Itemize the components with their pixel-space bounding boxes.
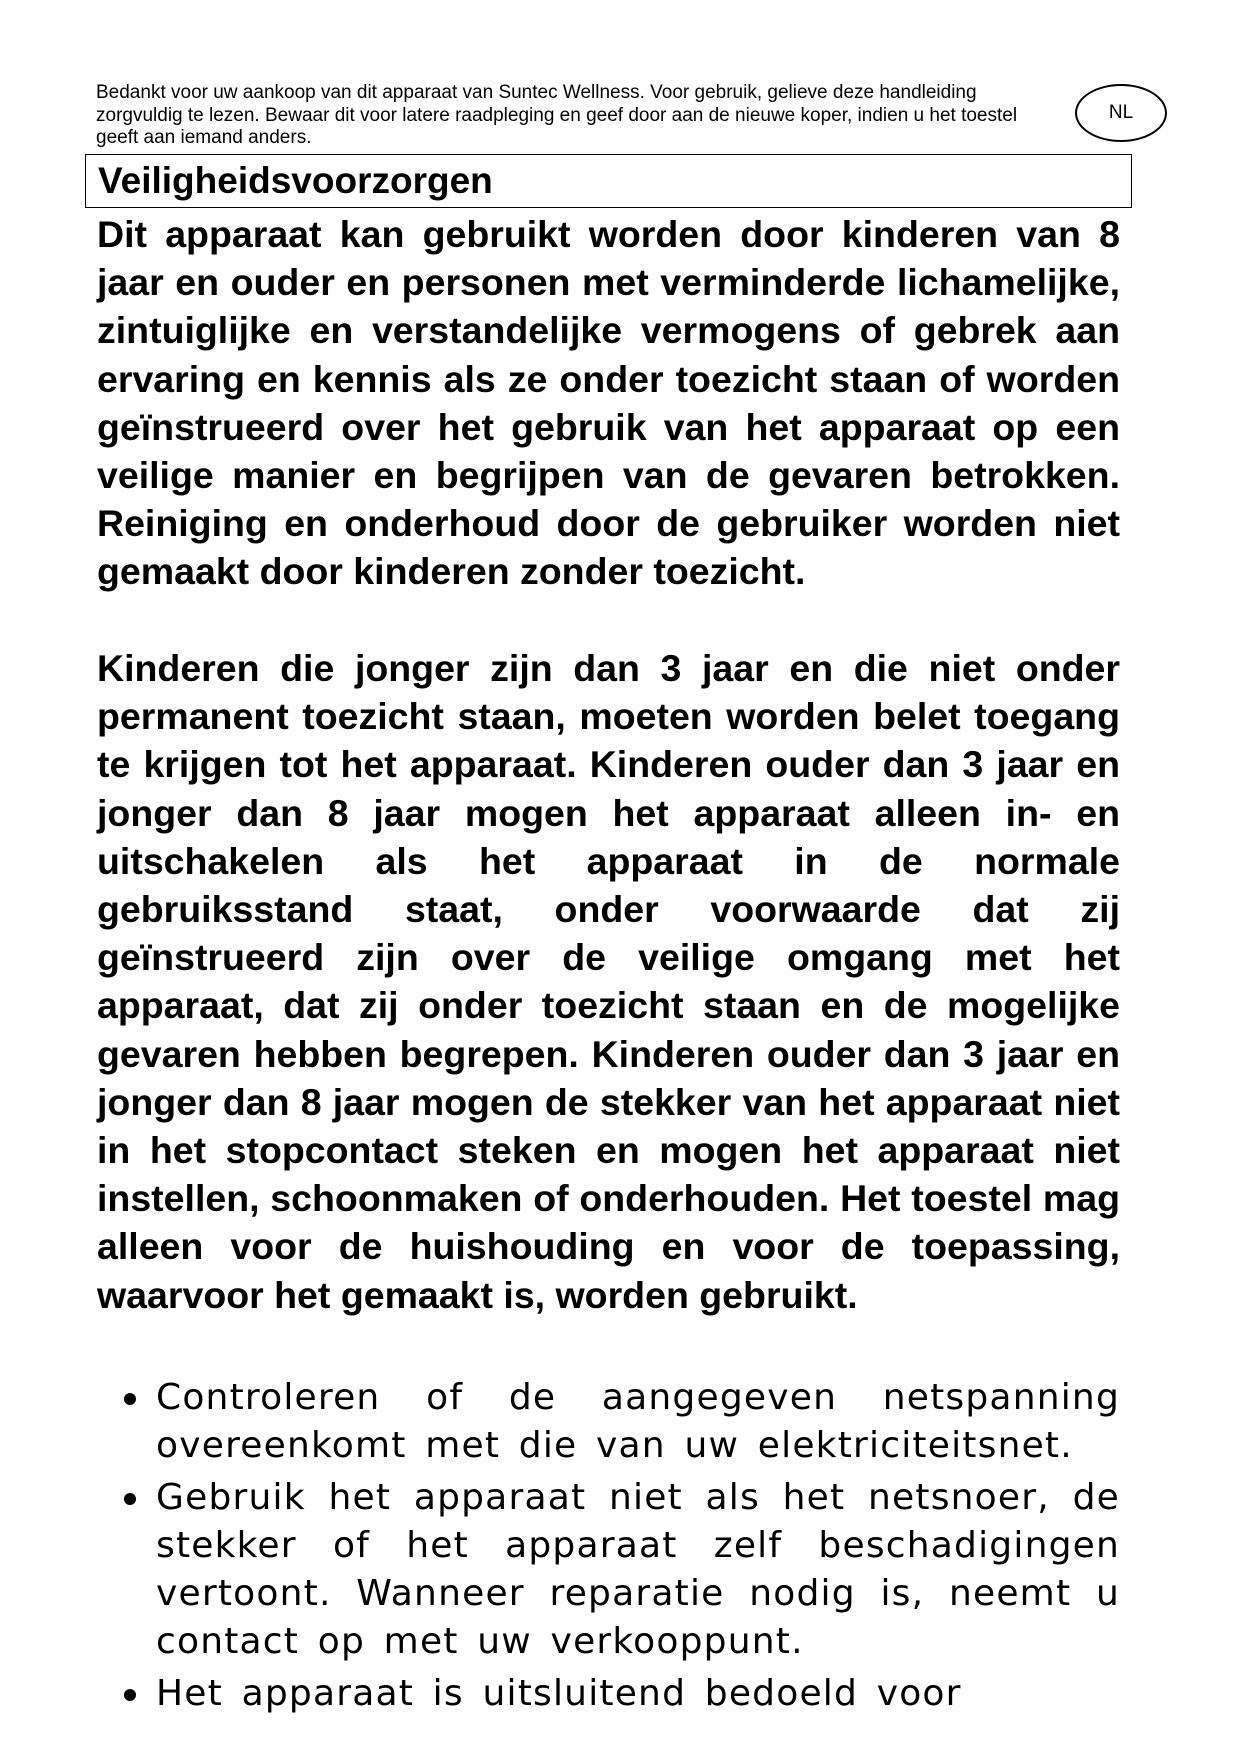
bullet-item <box>120 1374 1120 1470</box>
language-badge: NL <box>1075 84 1167 142</box>
section-title: Veiligheidsvoorzorgen <box>85 154 1132 208</box>
bullet-dot-icon <box>124 1689 136 1701</box>
safety-paragraph-2: Kinderen die jonger zijn dan 3 jaar en die niet onder permanent toezicht staan, moeten worden belet toegang te krijgen tot het apparaat. Kinderen ouder dan 3 jaar en jonger dan 8 jaar mogen het apparaat alleen in- en uitschakelen als het apparaat in de normale gebruiksstand staat, onder voorwaarde dat zij geïnstrueerd zijn over de veilige omgang met het apparaat, dat zij onder toezicht staan en de mogelijke gevaren hebben begrepen. Kinderen ouder dan 3 jaar en jonger dan 8 jaar mogen de stekker van het apparaat niet in het stopcontact steken en mogen het apparaat niet instellen, schoonmaken of onderhouden. Het toestel mag alleen voor de huishouding en voor de toepassing, waarvoor het gemaakt is, worden gebruikt. <box>97 647 1120 1316</box>
bullet-text: Gebruik het apparaat niet als het netsnoer, de stekker of het apparaat zelf beschadigingen vertoont. Wanneer reparatie nodig is, neemt u contact op met uw verkooppunt. <box>156 1477 1120 1662</box>
bullet-item <box>120 1670 1120 1718</box>
bullet-item <box>120 1474 1120 1666</box>
intro-text: Bedankt voor uw aankoop van dit apparaat van Suntec Wellness. Voor gebruik, gelieve deze handleiding zorgvuldig te lezen. Bewaar dit voor latere raadpleging en geef door aan de nieuwe koper, indien u het toestel geeft aan iemand anders. <box>96 82 1018 148</box>
safety-bullet-list <box>120 1374 1120 1722</box>
safety-paragraph-1: Dit apparaat kan gebruikt worden door kinderen van 8 jaar en ouder en personen met verminderde lichamelijke, zintuiglijke en verstandelijke vermogens of gebrek aan ervaring en kennis als ze onder toezicht staan of worden geïnstrueerd over het gebruik van het apparaat op een veilige manier en begrijpen van de gevaren betrokken. Reiniging en onderhoud door de gebruiker worden niet gemaakt door kinderen zonder toezicht. <box>97 213 1120 593</box>
bullet-dot-icon <box>124 1393 136 1405</box>
bullet-dot-icon <box>124 1493 136 1505</box>
bullet-text: Controleren of de aangegeven netspanning overeenkomt met die van uw elektriciteitsnet. <box>156 1377 1120 1466</box>
bullet-text: Het apparaat is uitsluitend bedoeld voor <box>156 1673 962 1714</box>
